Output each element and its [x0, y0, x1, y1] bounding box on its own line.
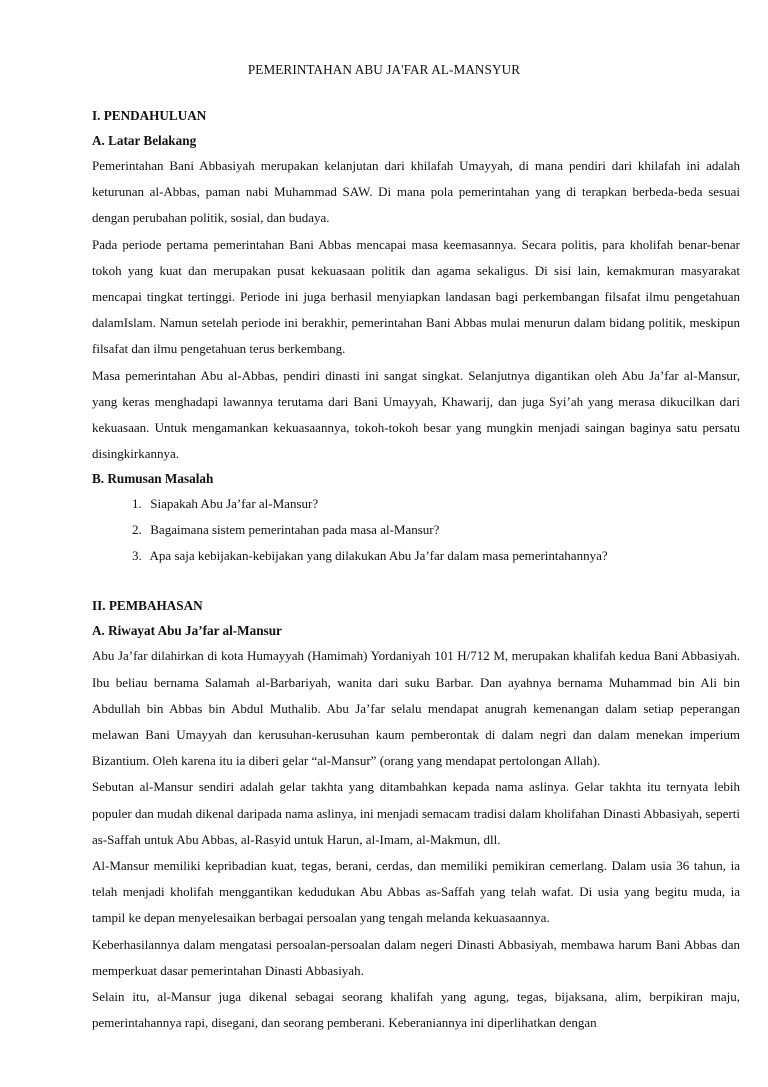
subheading-riwayat: A. Riwayat Abu Ja’far al-Mansur [92, 623, 282, 639]
section-heading-pendahuluan: I. PENDAHULUAN [92, 108, 207, 123]
section-heading-pembahasan: II. PEMBAHASAN [92, 598, 203, 614]
list-number: 1. [132, 496, 142, 512]
list-number: 2. [132, 522, 142, 538]
paragraph: Pemerintahan Bani Abbasiyah merupakan kelanjutan dari khilafah Umayyah, di mana pendiri dari khilafah ini adalah keturunan al-Abbas, paman nabi Muhammad SAW. Di mana pola pemerintahan yang di terapkan berbeda-beda sesuai dengan perubahan politik, sosial, dan budaya. [92, 158, 740, 226]
subheading-latar-belakang: A. Latar Belakang [92, 133, 197, 148]
list-item [92, 543, 740, 569]
paragraph: Sebutan al-Mansur sendiri adalah gelar takhta yang ditambahkan kepada nama aslinya. Gelar takhta itu ternyata lebih populer dan mudah dikenal daripada nama aslinya, ini menjadi semacam tradisi dalam kholifahan Dinasti Abbasiyah, seperti as-Saffah untuk Abu Abbas, al-Rasyid untuk Harun, al-Imam, al-Makmun, dll. [92, 779, 741, 847]
list-text: Apa saja kebijakan-kebijakan yang dilakukan Abu Ja’far dalam masa pemerintahannya? [149, 548, 608, 564]
paragraph: Selain itu, al-Mansur juga dikenal sebagai seorang khalifah yang agung, tegas, bijaksana, alim, berpikiran maju, pemerintahannya rapi, disegani, dan seorang pemberani. Keberaniannya ini diperlihatkan dengan [92, 989, 740, 1031]
list-item [92, 491, 740, 517]
problem-list [92, 491, 740, 569]
paragraph: Al-Mansur memiliki kepribadian kuat, tegas, berani, cerdas, dan memiliki pemikiran cemerlang. Dalam usia 36 tahun, ia telah menjadi kholifah menggantikan kedudukan Abu Abbas as-Saffah yang telah wafat. Di usia yang begitu muda, ia tampil ke depan menyelesaikan berbagai persoalan yang tengah melanda kekuasaannya. [92, 858, 740, 926]
list-number: 3. [132, 548, 142, 564]
list-item [92, 517, 740, 543]
document-title: PEMERINTAHAN ABU JA'FAR AL-MANSYUR [247, 62, 521, 77]
section-spacer [92, 569, 740, 593]
paragraph: Abu Ja’far dilahirkan di kota Humayyah (Hamimah) Yordaniyah 101 H/712 M, merupakan khalifah kedua Bani Abbasiyah. Ibu beliau bernama Salamah al-Barbariyah, wanita dari suku Barbar. Dan ayahnya bernama Muhammad bin Ali bin Abdullah bin Abbas bin Abdul Muthalib. Abu Ja’far selalu mendapat anugrah kemenangan dalam setiap peperangan melawan Bani Umayyah dan kerusuhan-kerusuhan kaum pemberontak di dalam negri dan dalam menekan imperium Bizantium. Oleh karena itu ia diberi gelar “al-Mansur” (orang yang mendapat pertolongan Allah). [92, 648, 740, 769]
paragraph: Pada periode pertama pemerintahan Bani Abbas mencapai masa keemasannya. Secara politis, para kholifah benar-benar tokoh yang kuat dan merupakan pusat kekuasaan politik dan agama sekaligus. Di sisi lain, kemakmuran masyarakat mencapai tingkat tertinggi. Periode ini juga berhasil menyiapkan landasan bagi perkembangan filsafat ilmu pengetahuan dalamIslam. Namun setelah periode ini berakhir, pemerintahan Bani Abbas mulai menurun dalam bidang politik, meskipun filsafat dan ilmu pengetahuan terus berkembang. [92, 236, 740, 357]
paragraph: Keberhasilannya dalam mengatasi persoalan-persoalan dalam negeri Dinasti Abbasiyah, membawa harum Bani Abbas dan memperkuat dasar pemerintahan Dinasti Abbasiyah. [92, 936, 740, 978]
list-text: Siapakah Abu Ja’far al-Mansur? [150, 496, 319, 512]
subheading-rumusan-masalah: B. Rumusan Masalah [92, 471, 214, 487]
document-body [92, 103, 740, 1036]
paragraph: Masa pemerintahan Abu al-Abbas, pendiri dinasti ini sangat singkat. Selanjutnya digantikan oleh Abu Ja’far al-Mansur, yang keras menghadapi lawannya terutama dari Bani Umayyah, Khawarij, dan juga Syi’ah yang merasa dikucilkan dari kekuasaan. Untuk mengamankan kekuasaannya, tokoh-tokoh besar yang mungkin menjadi saingan baginya satu persatu disingkirkannya. [92, 367, 740, 462]
list-text: Bagaimana sistem pemerintahan pada masa al-Mansur? [150, 522, 440, 538]
